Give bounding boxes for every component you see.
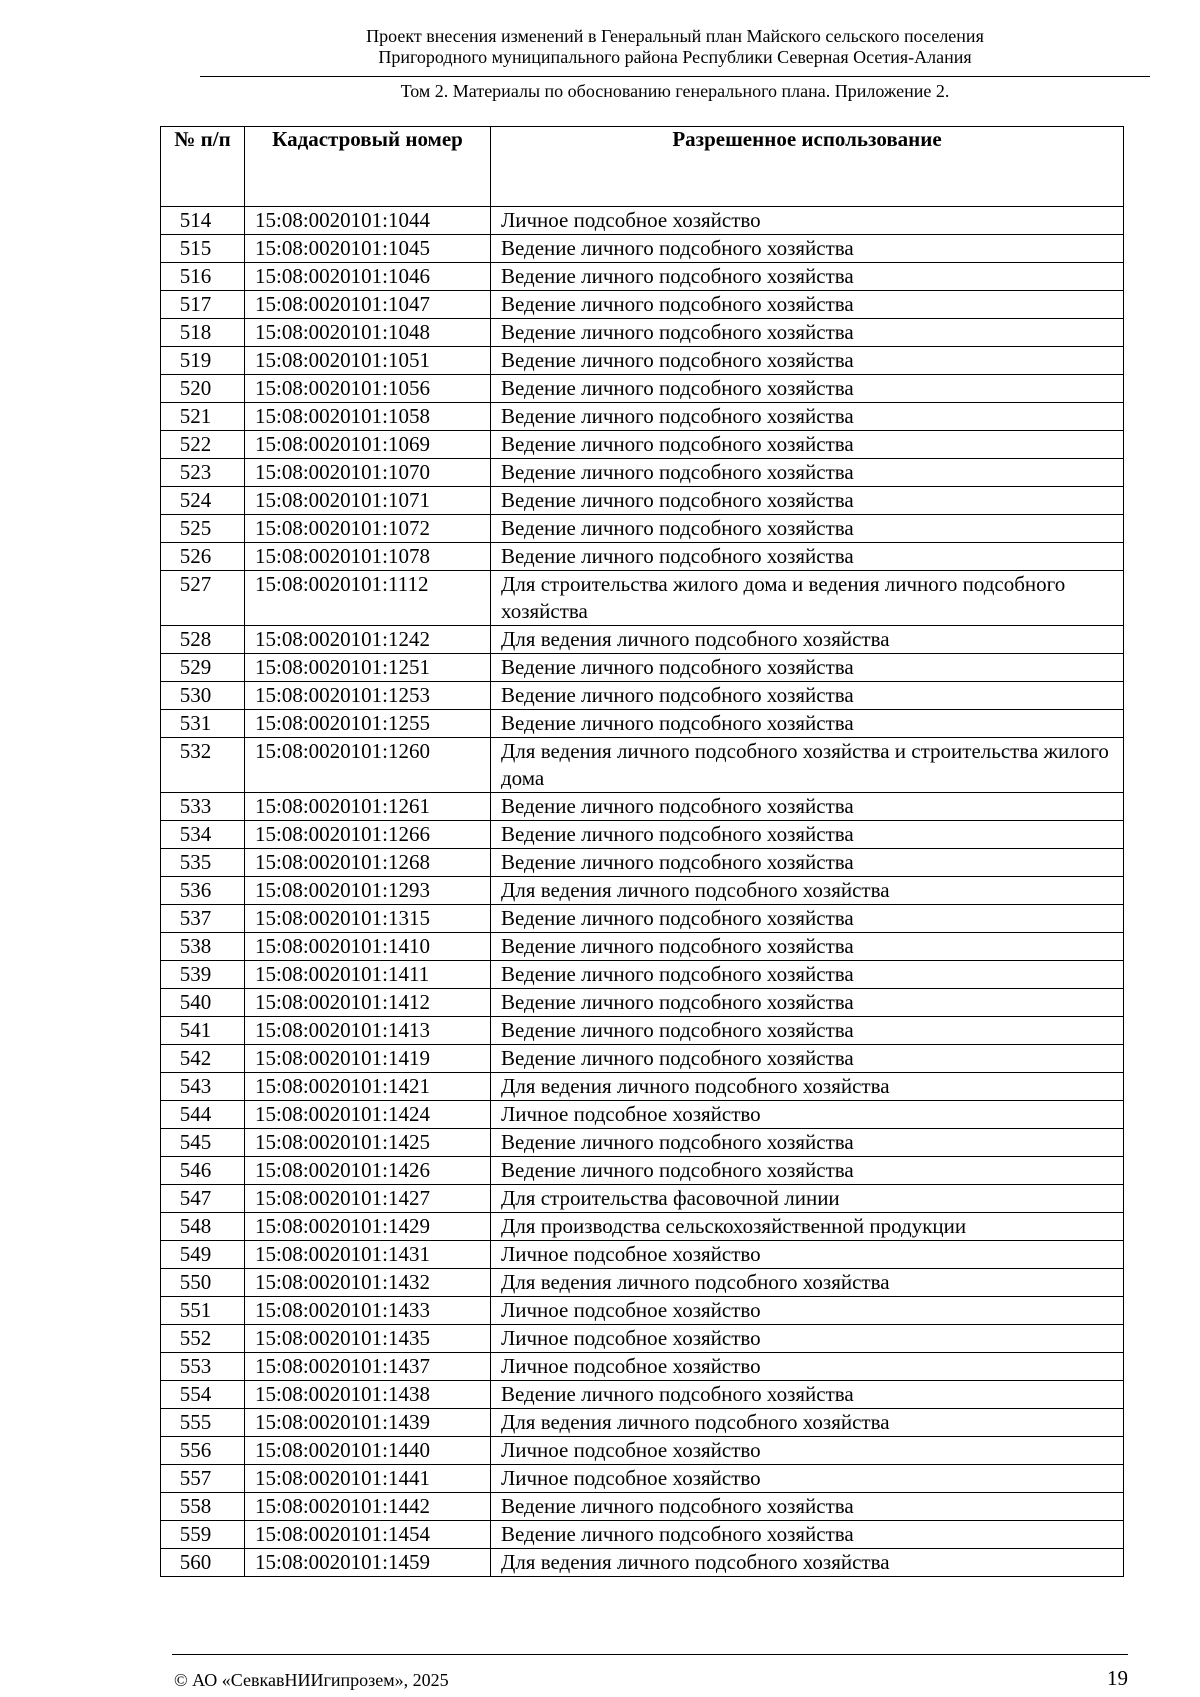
header-title-line-1: Проект внесения изменений в Генеральный план Майского сельского поселения [366,26,984,46]
cell-permitted-use: Личное подсобное хозяйство [491,1101,1124,1129]
table-row [161,1269,1124,1297]
cell-permitted-use: Для ведения личного подсобного хозяйства [491,1549,1124,1577]
cell-permitted-use: Ведение личного подсобного хозяйства [491,235,1124,263]
cell-number: 558 [161,1493,245,1521]
table-row [161,1017,1124,1045]
table-row [161,821,1124,849]
cell-cadastral-number: 15:08:0020101:1058 [245,403,491,431]
cell-cadastral-number: 15:08:0020101:1411 [245,961,491,989]
cell-permitted-use: Ведение личного подсобного хозяйства [491,1521,1124,1549]
table-row [161,319,1124,347]
cell-number: 523 [161,459,245,487]
table-row [161,1465,1124,1493]
cell-number: 522 [161,431,245,459]
table-row [161,263,1124,291]
table-row [161,459,1124,487]
cell-number: 554 [161,1381,245,1409]
table-row [161,738,1124,793]
table-row [161,1409,1124,1437]
cell-cadastral-number: 15:08:0020101:1429 [245,1213,491,1241]
cell-cadastral-number: 15:08:0020101:1315 [245,905,491,933]
cell-cadastral-number: 15:08:0020101:1440 [245,1437,491,1465]
cell-permitted-use: Для строительства жилого дома и ведения личного подсобного хозяйства [491,571,1124,626]
cell-cadastral-number: 15:08:0020101:1437 [245,1353,491,1381]
cell-number: 555 [161,1409,245,1437]
table-row [161,654,1124,682]
cell-cadastral-number: 15:08:0020101:1410 [245,933,491,961]
cell-number: 524 [161,487,245,515]
cell-permitted-use: Ведение личного подсобного хозяйства [491,682,1124,710]
cell-permitted-use: Ведение личного подсобного хозяйства [491,1157,1124,1185]
cell-number: 516 [161,263,245,291]
column-header-permitted-use: Разрешенное использование [491,127,1124,207]
cell-cadastral-number: 15:08:0020101:1438 [245,1381,491,1409]
cell-permitted-use: Ведение личного подсобного хозяйства [491,1017,1124,1045]
cell-permitted-use: Для ведения личного подсобного хозяйства и строительства жилого дома [491,738,1124,793]
cell-number: 525 [161,515,245,543]
page-header [200,26,1150,101]
table-row [161,849,1124,877]
cell-permitted-use: Ведение личного подсобного хозяйства [491,543,1124,571]
cell-number: 548 [161,1213,245,1241]
table-row [161,235,1124,263]
cell-cadastral-number: 15:08:0020101:1421 [245,1073,491,1101]
cell-cadastral-number: 15:08:0020101:1432 [245,1269,491,1297]
cell-cadastral-number: 15:08:0020101:1045 [245,235,491,263]
cell-number: 547 [161,1185,245,1213]
cell-permitted-use: Ведение личного подсобного хозяйства [491,905,1124,933]
table-row [161,515,1124,543]
header-divider [200,76,1150,77]
cell-number: 550 [161,1269,245,1297]
header-volume-line: Том 2. Материалы по обоснованию генерального плана. Приложение 2. [400,81,950,101]
cell-number: 533 [161,793,245,821]
cell-permitted-use: Ведение личного подсобного хозяйства [491,961,1124,989]
cell-cadastral-number: 15:08:0020101:1047 [245,291,491,319]
cell-number: 553 [161,1353,245,1381]
cell-cadastral-number: 15:08:0020101:1293 [245,877,491,905]
cell-number: 517 [161,291,245,319]
cell-permitted-use: Личное подсобное хозяйство [491,1241,1124,1269]
cell-number: 519 [161,347,245,375]
cell-cadastral-number: 15:08:0020101:1412 [245,989,491,1017]
table-row [161,1101,1124,1129]
cell-cadastral-number: 15:08:0020101:1051 [245,347,491,375]
cell-permitted-use: Для ведения личного подсобного хозяйства [491,1269,1124,1297]
header-title-line-2: Пригородного муниципального района Республики Северная Осетия-Алания [378,47,972,67]
table-row [161,905,1124,933]
table-row [161,933,1124,961]
cell-cadastral-number: 15:08:0020101:1441 [245,1465,491,1493]
cell-permitted-use: Ведение личного подсобного хозяйства [491,515,1124,543]
table-row [161,375,1124,403]
cell-permitted-use: Ведение личного подсобного хозяйства [491,1129,1124,1157]
table-row [161,1493,1124,1521]
cell-cadastral-number: 15:08:0020101:1048 [245,319,491,347]
table-row [161,1325,1124,1353]
cell-cadastral-number: 15:08:0020101:1439 [245,1409,491,1437]
cell-number: 552 [161,1325,245,1353]
cell-permitted-use: Для ведения личного подсобного хозяйства [491,1073,1124,1101]
cell-number: 535 [161,849,245,877]
cell-permitted-use: Личное подсобное хозяйство [491,1465,1124,1493]
cell-cadastral-number: 15:08:0020101:1413 [245,1017,491,1045]
cell-permitted-use: Ведение личного подсобного хозяйства [491,431,1124,459]
cell-cadastral-number: 15:08:0020101:1266 [245,821,491,849]
table-row [161,1297,1124,1325]
cell-number: 556 [161,1437,245,1465]
cell-cadastral-number: 15:08:0020101:1268 [245,849,491,877]
cell-cadastral-number: 15:08:0020101:1072 [245,515,491,543]
column-header-cadastral-number: Кадастровый номер [245,127,491,207]
cell-permitted-use: Ведение личного подсобного хозяйства [491,793,1124,821]
cell-number: 534 [161,821,245,849]
table-row [161,347,1124,375]
cell-permitted-use: Ведение личного подсобного хозяйства [491,1045,1124,1073]
table-row [161,1241,1124,1269]
cell-permitted-use: Ведение личного подсобного хозяйства [491,487,1124,515]
table-row [161,571,1124,626]
cell-number: 528 [161,626,245,654]
cell-cadastral-number: 15:08:0020101:1253 [245,682,491,710]
cell-number: 518 [161,319,245,347]
table-row [161,291,1124,319]
cadastral-table [160,126,1124,1577]
table-row [161,487,1124,515]
cell-permitted-use: Ведение личного подсобного хозяйства [491,375,1124,403]
page-number: 19 [1107,1666,1128,1690]
cell-cadastral-number: 15:08:0020101:1419 [245,1045,491,1073]
cell-number: 543 [161,1073,245,1101]
table-row [161,1129,1124,1157]
table-row [161,431,1124,459]
cell-permitted-use: Ведение личного подсобного хозяйства [491,1381,1124,1409]
table-row [161,1437,1124,1465]
table-row [161,1045,1124,1073]
table-row [161,1185,1124,1213]
cell-permitted-use: Ведение личного подсобного хозяйства [491,933,1124,961]
cell-cadastral-number: 15:08:0020101:1426 [245,1157,491,1185]
cell-cadastral-number: 15:08:0020101:1435 [245,1325,491,1353]
cell-cadastral-number: 15:08:0020101:1433 [245,1297,491,1325]
cell-permitted-use: Личное подсобное хозяйство [491,1297,1124,1325]
cell-number: 526 [161,543,245,571]
cell-permitted-use: Ведение личного подсобного хозяйства [491,263,1124,291]
cell-cadastral-number: 15:08:0020101:1112 [245,571,491,626]
cell-cadastral-number: 15:08:0020101:1069 [245,431,491,459]
cell-permitted-use: Ведение личного подсобного хозяйства [491,319,1124,347]
cell-cadastral-number: 15:08:0020101:1078 [245,543,491,571]
table-row [161,626,1124,654]
cell-number: 527 [161,571,245,626]
cell-cadastral-number: 15:08:0020101:1454 [245,1521,491,1549]
column-header-number: № п/п [161,127,245,207]
cell-permitted-use: Ведение личного подсобного хозяйства [491,403,1124,431]
table-row [161,1157,1124,1185]
cell-number: 560 [161,1549,245,1577]
cell-cadastral-number: 15:08:0020101:1261 [245,793,491,821]
cell-number: 546 [161,1157,245,1185]
cell-number: 532 [161,738,245,793]
table-row [161,989,1124,1017]
cell-number: 557 [161,1465,245,1493]
cell-number: 542 [161,1045,245,1073]
cell-cadastral-number: 15:08:0020101:1260 [245,738,491,793]
cell-cadastral-number: 15:08:0020101:1427 [245,1185,491,1213]
cell-number: 515 [161,235,245,263]
table-row [161,961,1124,989]
cell-number: 529 [161,654,245,682]
cell-number: 538 [161,933,245,961]
table-row [161,793,1124,821]
cell-number: 514 [161,207,245,235]
cell-permitted-use: Личное подсобное хозяйство [491,1325,1124,1353]
table-row [161,710,1124,738]
table-row [161,403,1124,431]
cell-cadastral-number: 15:08:0020101:1046 [245,263,491,291]
cell-permitted-use: Ведение личного подсобного хозяйства [491,347,1124,375]
cell-permitted-use: Для ведения личного подсобного хозяйства [491,877,1124,905]
table-row [161,1213,1124,1241]
table-row [161,1353,1124,1381]
cell-cadastral-number: 15:08:0020101:1431 [245,1241,491,1269]
cell-cadastral-number: 15:08:0020101:1442 [245,1493,491,1521]
cell-number: 530 [161,682,245,710]
cell-number: 544 [161,1101,245,1129]
table-row [161,1549,1124,1577]
cell-permitted-use: Личное подсобное хозяйство [491,1353,1124,1381]
cell-permitted-use: Ведение личного подсобного хозяйства [491,849,1124,877]
cell-permitted-use: Личное подсобное хозяйство [491,207,1124,235]
cell-number: 536 [161,877,245,905]
table-row [161,543,1124,571]
cell-cadastral-number: 15:08:0020101:1255 [245,710,491,738]
cell-permitted-use: Ведение личного подсобного хозяйства [491,710,1124,738]
table-row [161,877,1124,905]
cell-permitted-use: Ведение личного подсобного хозяйства [491,654,1124,682]
cell-cadastral-number: 15:08:0020101:1070 [245,459,491,487]
cell-permitted-use: Личное подсобное хозяйство [491,1437,1124,1465]
cell-number: 551 [161,1297,245,1325]
table-body [161,207,1124,1577]
cell-permitted-use: Для ведения личного подсобного хозяйства [491,626,1124,654]
cell-cadastral-number: 15:08:0020101:1424 [245,1101,491,1129]
cell-permitted-use: Ведение личного подсобного хозяйства [491,821,1124,849]
cell-number: 540 [161,989,245,1017]
cell-number: 549 [161,1241,245,1269]
cell-permitted-use: Для строительства фасовочной линии [491,1185,1124,1213]
cell-number: 559 [161,1521,245,1549]
table-row [161,682,1124,710]
cell-number: 520 [161,375,245,403]
footer-divider [172,1654,1128,1655]
table-row [161,1381,1124,1409]
cell-cadastral-number: 15:08:0020101:1056 [245,375,491,403]
cell-permitted-use: Ведение личного подсобного хозяйства [491,1493,1124,1521]
cell-cadastral-number: 15:08:0020101:1459 [245,1549,491,1577]
cell-number: 537 [161,905,245,933]
cell-permitted-use: Ведение личного подсобного хозяйства [491,989,1124,1017]
cell-permitted-use: Для ведения личного подсобного хозяйства [491,1409,1124,1437]
table-row [161,207,1124,235]
cell-number: 539 [161,961,245,989]
cell-cadastral-number: 15:08:0020101:1425 [245,1129,491,1157]
cell-permitted-use: Для производства сельскохозяйственной продукции [491,1213,1124,1241]
cell-cadastral-number: 15:08:0020101:1242 [245,626,491,654]
cell-number: 541 [161,1017,245,1045]
footer-copyright: © АО «СевкавНИИгипрозем», 2025 [174,1670,449,1690]
table-row [161,1521,1124,1549]
table-header-row [161,127,1124,207]
cell-permitted-use: Ведение личного подсобного хозяйства [491,459,1124,487]
cell-cadastral-number: 15:08:0020101:1071 [245,487,491,515]
cell-number: 531 [161,710,245,738]
table-row [161,1073,1124,1101]
cell-cadastral-number: 15:08:0020101:1251 [245,654,491,682]
cell-permitted-use: Ведение личного подсобного хозяйства [491,291,1124,319]
cell-number: 545 [161,1129,245,1157]
cell-cadastral-number: 15:08:0020101:1044 [245,207,491,235]
cell-number: 521 [161,403,245,431]
